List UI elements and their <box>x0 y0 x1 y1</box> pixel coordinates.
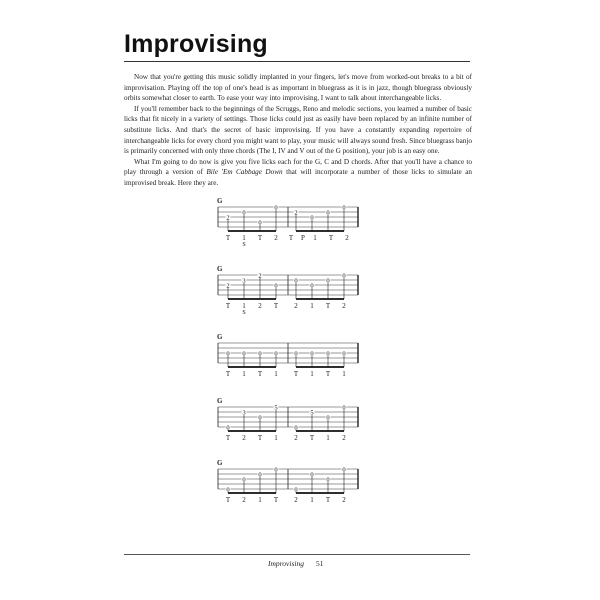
fret-number: 0 <box>258 471 262 479</box>
fret-number: 0 <box>242 476 246 484</box>
finger-letter: T <box>325 370 331 378</box>
chord-label: G <box>217 333 223 341</box>
fret-number: 0 <box>342 272 346 280</box>
finger-letter: 1 <box>274 434 278 442</box>
fret-number: 0 <box>294 277 298 285</box>
chord-label: G <box>217 197 223 205</box>
tab-staff <box>210 266 360 302</box>
finger-letter: T <box>225 496 231 504</box>
tab-lick <box>210 198 370 260</box>
chord-label: G <box>217 459 223 467</box>
tab-staff <box>210 398 360 434</box>
fret-number: 0 <box>294 486 298 494</box>
finger-letter: 2 <box>294 302 298 310</box>
picking-fingers <box>210 302 370 320</box>
chord-label: G <box>217 397 223 405</box>
finger-letter: 2 <box>294 496 298 504</box>
finger-letter: 2 <box>274 234 278 242</box>
finger-letter: 2 <box>258 302 262 310</box>
fret-number: 2 <box>226 214 230 222</box>
fret-number: 0 <box>226 486 230 494</box>
fret-number: 3 <box>242 277 246 285</box>
tab-staff <box>210 460 360 496</box>
paragraph-text: What I'm going to do now is give you five licks each for the G, C and D chords. After that you'll have a chance to play through a version of Bile 'Em Cabbage Down that will incorporate a number of those licks to simulate an improvised break. Here they are. <box>124 157 472 187</box>
finger-letter: 1 <box>310 370 314 378</box>
picking-fingers <box>210 496 370 514</box>
finger-letter: 1 <box>310 302 314 310</box>
finger-letter: T <box>288 234 294 242</box>
finger-letter: T <box>328 234 334 242</box>
finger-letter: 1 <box>326 434 330 442</box>
finger-letter: T <box>325 302 331 310</box>
fret-number: 2 <box>258 272 262 280</box>
fret-number: 0 <box>326 209 330 217</box>
finger-letter: T <box>273 302 279 310</box>
finger-letter: T <box>257 434 263 442</box>
finger-sub-letter: S <box>242 310 246 316</box>
finger-letter: 2 <box>242 496 246 504</box>
footer-chapter: Improvising <box>268 559 304 568</box>
picking-fingers <box>210 434 370 452</box>
finger-letter: 2 <box>345 234 349 242</box>
tab-staff <box>210 334 360 370</box>
title-rule <box>124 61 470 62</box>
fret-number: 0 <box>258 219 262 227</box>
fret-number: 0 <box>274 282 278 290</box>
picking-fingers <box>210 234 370 252</box>
finger-letter: T <box>293 370 299 378</box>
finger-letter: 1 <box>342 370 346 378</box>
tab-staff <box>210 198 360 234</box>
finger-letter: T <box>257 370 263 378</box>
fret-number: 0 <box>294 350 298 358</box>
fret-number: 0 <box>326 277 330 285</box>
paragraph: If you'll remember back to the beginnings of the Scruggs, Reno and melodic sections, you learned a number of basic licks that fit nicely in a variety of settings. Those licks could just as easily have been replaced by an infinite number of substitute licks. And that's the secret of basic improvising. If you have a constantly expanding repertoire of interchangeable licks for every chord you might want to play, your music will always sound fresh. Since bluegrass banjo is primarily concerned with only three chords (The I, IV and V out of the G position), your job is an easy one. <box>124 104 472 156</box>
finger-sub-letter: S <box>242 242 246 248</box>
picking-fingers <box>210 370 370 388</box>
song-title: Bile 'Em Cabbage Down <box>206 168 283 177</box>
finger-letter: T <box>225 302 231 310</box>
fret-number: 0 <box>326 414 330 422</box>
fret-number: 0 <box>326 476 330 484</box>
paragraph <box>124 157 472 189</box>
finger-letter: 1 <box>242 234 246 242</box>
tab-lick <box>210 398 370 460</box>
body-text <box>124 72 472 189</box>
paragraph: Now that you're getting this music solidly implanted in your fingers, let's move from worked-out breaks to a bit of improvisation. Playing off the top of one's head is as important in bluegrass as it is in jazz, though bluegrass obviously orbits somewhat closer to earth. To ease your way into improvising, I want to talk about interchangeable licks. <box>124 73 472 103</box>
fret-number: 0 <box>342 350 346 358</box>
fret-number: 0 <box>242 209 246 217</box>
fret-number: 0 <box>258 414 262 422</box>
fret-number: 3 <box>242 409 246 417</box>
fret-number: 2 <box>226 282 230 290</box>
page-title: Improvising <box>124 30 268 58</box>
fret-number: 0 <box>242 350 246 358</box>
finger-letter: T <box>225 370 231 378</box>
fret-number: 0 <box>326 350 330 358</box>
finger-letter: 2 <box>342 302 346 310</box>
fret-number: 0 <box>274 204 278 212</box>
finger-letter: 1 <box>242 302 246 310</box>
finger-letter: T <box>225 434 231 442</box>
finger-letter: T <box>309 434 315 442</box>
finger-letter: P <box>301 234 305 242</box>
finger-letter: T <box>273 496 279 504</box>
fret-number: 5 <box>310 409 314 417</box>
chord-label: G <box>217 265 223 273</box>
fret-number: 0 <box>274 350 278 358</box>
tab-lick <box>210 460 370 522</box>
finger-letter: 2 <box>294 434 298 442</box>
fret-number: 2 <box>294 209 298 217</box>
finger-letter: 1 <box>310 496 314 504</box>
finger-letter: 1 <box>274 370 278 378</box>
tab-lick <box>210 266 370 328</box>
fret-number: 0 <box>258 350 262 358</box>
finger-letter: T <box>325 496 331 504</box>
page-number: 51 <box>315 559 324 568</box>
fret-number: 0 <box>310 471 314 479</box>
fret-number: 0 <box>294 424 298 432</box>
finger-letter: 2 <box>342 434 346 442</box>
fret-number: 0 <box>310 214 314 222</box>
finger-letter: 1 <box>258 496 262 504</box>
fret-number: 0 <box>274 466 278 474</box>
tab-lick <box>210 334 370 396</box>
finger-letter: T <box>225 234 231 242</box>
fret-number: 0 <box>342 204 346 212</box>
footer-rule <box>124 554 470 555</box>
finger-letter: 2 <box>242 434 246 442</box>
finger-letter: T <box>257 234 263 242</box>
finger-letter: 1 <box>242 370 246 378</box>
fret-number: 0 <box>310 282 314 290</box>
fret-number: 0 <box>342 466 346 474</box>
fret-number: 0 <box>342 404 346 412</box>
finger-letter: 2 <box>342 496 346 504</box>
fret-number: 5 <box>274 404 278 412</box>
fret-number: 0 <box>226 350 230 358</box>
fret-number: 0 <box>226 424 230 432</box>
finger-letter: 1 <box>313 234 317 242</box>
fret-number: 0 <box>310 350 314 358</box>
page-footer <box>268 559 323 568</box>
